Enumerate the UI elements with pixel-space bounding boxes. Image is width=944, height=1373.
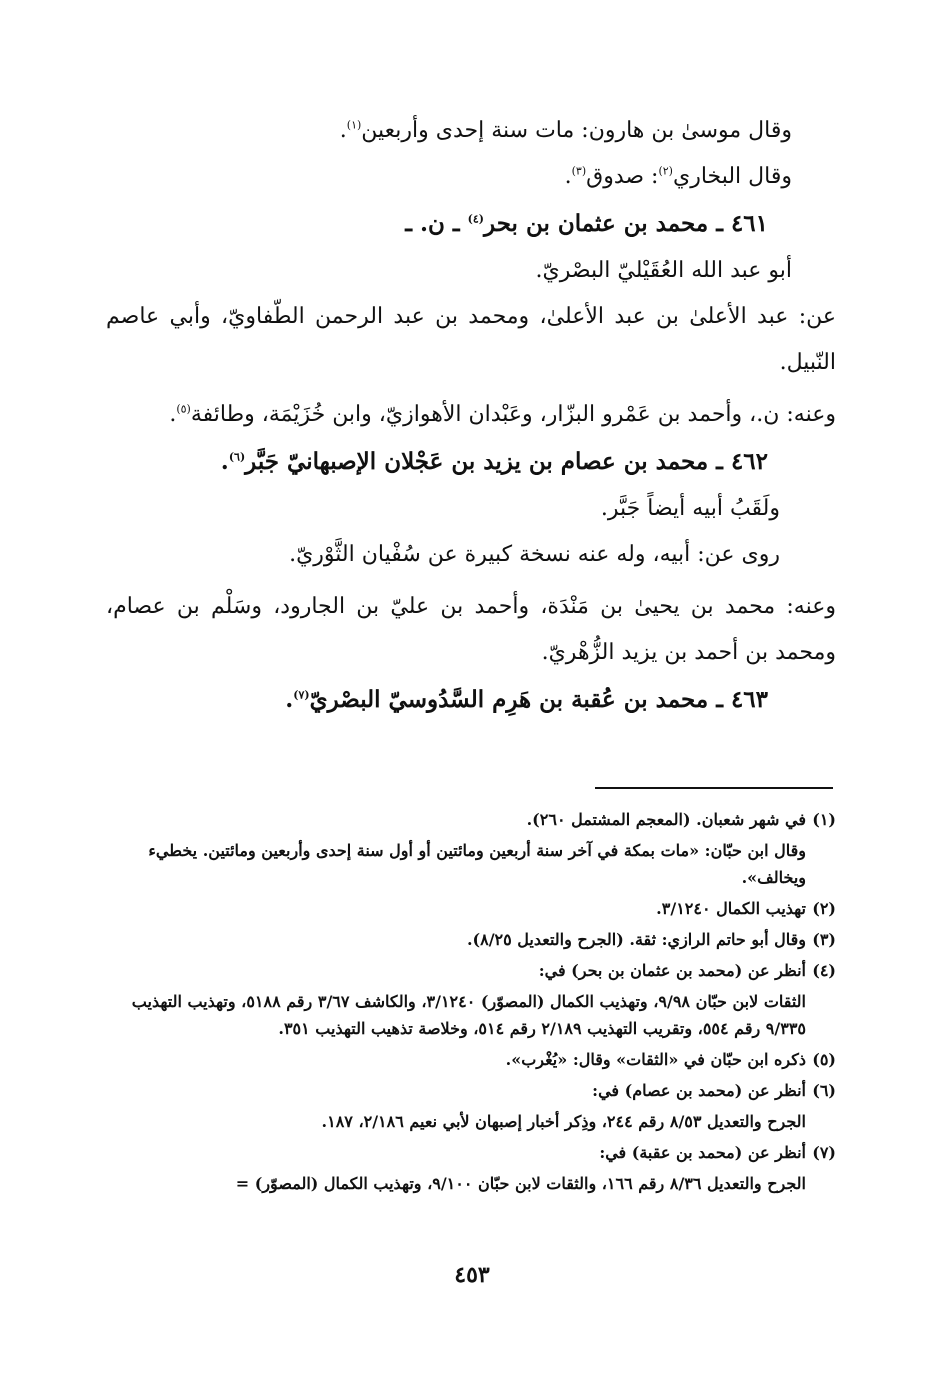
footnote <box>106 1139 836 1166</box>
footnote-number: (١) <box>812 810 836 829</box>
footnote <box>106 895 836 922</box>
footnote-ref[interactable]: (٤) <box>467 212 484 226</box>
body-paragraph <box>106 108 836 154</box>
text-run: وعنه: محمد بن يحيىٰ بن مَنْدَة، وأحمد بن عليّ بن الجارود، وسَلْم بن عصام، ومحمد بن أحمد بن يزيد الزُّهْريّ. <box>106 594 836 665</box>
footnote <box>106 1077 836 1104</box>
footnote-text: أنظر عن (محمد بن عصام) في: <box>592 1081 806 1100</box>
text-run: روى عن: أبيه، وله عنه نسخة كبيرة عن سُفْيان الثَّوْريّ. <box>289 542 780 567</box>
text-run: عن: عبد الأعلىٰ بن عبد الأعلىٰ، ومحمد بن عبد الرحمن الطّفاويّ، وأبي عاصم النّبيل. <box>106 304 836 375</box>
text-run: . <box>339 118 347 143</box>
footnote-number: (٦) <box>812 1081 836 1100</box>
footnote <box>106 1046 836 1073</box>
body-paragraph <box>106 486 836 532</box>
text-run: ٤٦٣ ـ محمد بن عُقبة بن هَرِم السَّدُوسيّ البصْريّ <box>309 686 768 713</box>
footnote-number: (٤) <box>812 961 836 980</box>
footnote <box>106 926 836 953</box>
footnote-text: الجرح والتعديل ٨/٣٦ رقم ١٦٦، والثقات لابن حبّان ٩/١٠٠، وتهذيب الكمال (المصوّر) = <box>235 1174 806 1193</box>
entry-heading <box>106 438 836 486</box>
text-run: . <box>220 448 229 475</box>
footnote-ref[interactable]: (٧) <box>293 688 310 702</box>
text-run: . <box>285 686 294 713</box>
footnote-ref[interactable]: (٥) <box>176 402 191 416</box>
body-paragraph <box>106 392 836 438</box>
footnote-divider <box>595 787 833 789</box>
footnote-continuation <box>106 837 836 891</box>
text-run: ـ ن. ـ <box>405 210 468 237</box>
body-paragraph <box>106 154 836 200</box>
body-paragraph <box>106 532 836 578</box>
footnote-number: (٧) <box>812 1143 836 1162</box>
footnote-ref[interactable]: (١) <box>346 118 362 132</box>
footnote-text: أنظر عن (محمد بن عقبة) في: <box>599 1143 806 1162</box>
text-run: وعنه: ن.، وأحمد بن عَمْرو البزّار، وعَبْدان الأهوازيّ، وابن خُزَيْمَة، وطائفة <box>190 402 836 427</box>
footnote-text: وقال ابن حبّان: «مات بمكة في آخر سنة أربعين ومائتين أو أول سنة إحدى وأربعين ومائتين. يخطيء ويخالف». <box>148 841 806 887</box>
entry-heading <box>106 200 836 248</box>
entry-heading <box>106 676 836 724</box>
text-run: وقال البخاري <box>672 164 792 189</box>
text-run: وقال موسىٰ بن هارون: مات سنة إحدى وأربعين <box>361 118 792 143</box>
footnote-ref[interactable]: (٣) <box>571 164 587 178</box>
footnote-text: أنظر عن (محمد بن عثمان بن بحر) في: <box>538 961 806 980</box>
footnote-text: الجرح والتعديل ٨/٥٣ رقم ٢٤٤، وذِكر أخبار إصبهان لأبي نعيم ٢/١٨٦، ١٨٧. <box>321 1112 806 1131</box>
footnote-number: (٥) <box>812 1050 836 1069</box>
footnote-ref[interactable]: (٢) <box>658 164 673 178</box>
footnote-continuation <box>106 988 836 1042</box>
footnote-ref[interactable]: (٦) <box>228 450 246 464</box>
text-run: . <box>564 164 572 189</box>
footnote-number: (٢) <box>812 899 836 918</box>
footnote-text: الثقات لابن حبّان ٩/٩٨، وتهذيب الكمال (المصوّر) ٣/١٢٤٠، والكاشف ٣/٦٧ رقم ٥١٨٨، وتهذيب التهذيب ٩/٣٣٥ رقم ٥٥٤، وتقريب التهذيب ٢/١٨٩ رقم ٥١٤، وخلاصة تذهيب التهذيب ٣٥١. <box>131 992 806 1038</box>
text-run: ٤٦٢ ـ محمد بن عصام بن يزيد بن عَجْلان الإصبهانيّ جَبَّر <box>245 448 768 475</box>
footnote-text: ذكره ابن حبّان في «الثقات» وقال: «يُغْرب». <box>505 1050 806 1069</box>
footnote-continuation <box>106 1170 836 1197</box>
body-paragraph <box>106 294 836 386</box>
body-paragraph <box>106 584 836 676</box>
footnote-continuation <box>106 1108 836 1135</box>
page-number: ٤٥٣ <box>454 1262 490 1288</box>
text-run: ٤٦١ ـ محمد بن عثمان بن بحر <box>484 210 768 237</box>
text-run: : صدوق <box>586 164 659 189</box>
text-run: ولَقَبُ أبيه أيضاً جَبَّر. <box>600 496 780 521</box>
footnotes <box>106 806 836 1201</box>
footnote <box>106 957 836 984</box>
footnote-text: تهذيب الكمال ٣/١٢٤٠. <box>656 899 806 918</box>
footnote <box>106 806 836 833</box>
footnote-text: وقال أبو حاتم الرازي: ثقة. (الجرح والتعديل ٨/٢٥). <box>466 930 806 949</box>
main-text <box>106 108 836 724</box>
footnote-number: (٣) <box>812 930 836 949</box>
body-paragraph <box>106 248 836 294</box>
text-run: . <box>169 402 177 427</box>
text-run: أبو عبد الله العُقَيْليّ البصْريّ. <box>535 258 792 283</box>
footnote-text: في شهر شعبان. (المعجم المشتمل ٢٦٠). <box>526 810 806 829</box>
